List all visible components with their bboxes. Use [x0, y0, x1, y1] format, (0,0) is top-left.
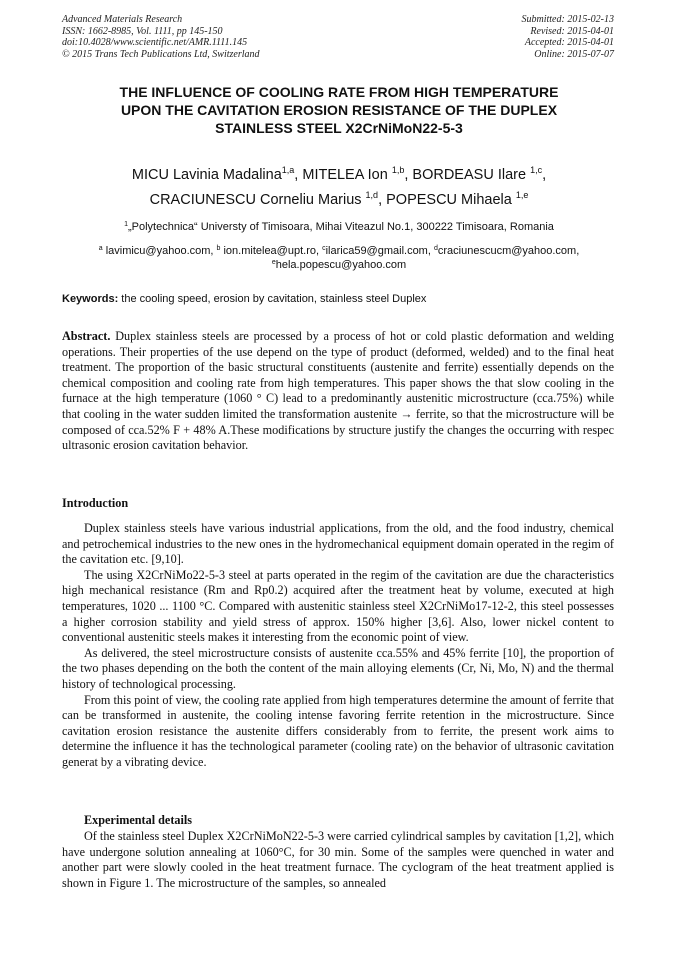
author-name: CRACIUNESCU Corneliu Marius — [149, 192, 366, 208]
paper-title — [62, 83, 616, 137]
email-sup: a — [98, 245, 103, 252]
author-line — [62, 188, 616, 213]
section-heading-experimental: Experimental details — [84, 813, 192, 827]
submitted-date: Submitted: 2015-02-13 — [521, 14, 614, 25]
author-sep: , — [378, 192, 387, 208]
author-affil-sup: 1,e — [515, 190, 529, 200]
title-line: STAINLESS STEEL X2CrNiMoN22-5-3 — [215, 120, 463, 136]
author-affil-sup: 1,c — [530, 165, 543, 175]
author-name: MICU Lavinia Madalina — [131, 167, 282, 183]
keywords — [62, 292, 616, 306]
author-sep: , — [404, 167, 413, 183]
author-name: POPESCU Mihaela — [386, 192, 516, 208]
author-name: BORDEASU Ilare — [412, 167, 531, 183]
email-line — [62, 244, 616, 258]
keywords-label: Keywords: — [62, 293, 119, 305]
email-sup: d — [433, 245, 438, 252]
online-date: Online: 2015-07-07 — [534, 48, 614, 60]
author-affil-sup: 1,b — [391, 165, 405, 175]
email-sup: e — [271, 259, 276, 266]
author-sep: , — [294, 167, 303, 183]
affiliation-sup: 1 — [124, 221, 128, 228]
email-link[interactable]: ion.mitelea@upt.ro, — [220, 245, 323, 257]
paragraph: Of the stainless steel Duplex X2CrNiMoN22-5-3 were carried cylindrical samples by cavitation [1,2], which have undergone solution annealing at 1060°C, for 30 min. Some of the samples were quenched in water and another part were slowly cooled in the heat treatment furnace. The cyclogram of the heat treatment applied is shown in Figure 1. The microstructure of the samples, so annealed — [62, 829, 614, 890]
author-line — [62, 163, 616, 188]
affiliation-text: „Polytechnica“ Universty of Timisoara, Mihai Viteazul No.1, 300222 Timisoara, Romania — [127, 221, 554, 233]
email-link[interactable]: lavimicu@yahoo.com, — [102, 245, 217, 257]
title-line: THE INFLUENCE OF COOLING RATE FROM HIGH TEMPERATURE — [119, 84, 559, 100]
email-link[interactable]: ilarica59@gmail.com, — [325, 245, 434, 257]
experimental-section — [62, 829, 614, 891]
author-affil-sup: 1,d — [365, 190, 379, 200]
abstract — [62, 329, 614, 454]
introduction-section — [62, 521, 614, 771]
issn-line: ISSN: 1662-8985, Vol. 1111, pp 145-150 — [62, 25, 223, 37]
author-list — [62, 163, 616, 213]
email-line — [62, 258, 616, 272]
author-emails — [62, 244, 616, 272]
author-sep: , — [542, 167, 547, 183]
paragraph: Duplex stainless steels have various industrial applications, from the old, and the food industry, chemical and petrochemical industries to the new ones in the hydromechanical equipment domain operated in the regim of the cavitation etc. [9,10]. — [62, 521, 614, 567]
paragraph: From this point of view, the cooling rate applied from high temperatures determine the amount of ferrite that can be transformed in austenite, the cooling intense favoring ferrite retention in the microstructure. Since cavitation erosion resistance the austenite differs considerably from to ferrite, the present work aims to determine the influence it has the technological parameter (cooling rate) on the behavior of ultrasonic cavitation generat by a vibrating device. — [62, 692, 614, 769]
section-heading-introduction: Introduction — [62, 496, 129, 510]
accepted-date: Accepted: 2015-04-01 — [524, 37, 614, 48]
paragraph: The using X2CrNiMo22-5-3 steel at parts operated in the regim of the cavitation are due the characteristics high mechanical resistance (Rm and Rp0.2) acquired after the treatment heat by volume, executed at high temperatures, 1020 ... 1100 °C. Compared with austenitic stainless steel X2CrNiMo17-12-2, this steel possesses a higher corrosion stability and yield stress of approx. 150% higher [3,6]. Also, lower nickel content to conventional austenitic steels makes it interesting from the economic point of view. — [62, 567, 614, 645]
author-affil-sup: 1,a — [281, 165, 295, 175]
email-link[interactable]: hela.popescu@yahoo.com — [275, 259, 407, 271]
title-line: UPON THE CAVITATION EROSION RESISTANCE OF THE DUPLEX — [120, 102, 558, 118]
dates-header — [522, 14, 615, 60]
abstract-text: Duplex stainless steels are processed by a process of hot or cold plastic deformation and welding operations. Their properties of the use depend on the type of product (deformed, welded) and to the final heat treatment. The proportion of the basic structural constituents (austenite and ferrite) essentially depends on the chemical composition and cooling rate from high temperatures. This paper shows the that slow cooling in the furnace at the high temperature (1060 ° C) lead to a predominantly austenitic microstructure (cca.75%) while that cooling in the water sudden limited the transformation austenite → ferrite, so that the microstructure will be composed of cca.52% F + 48% A.These modifications by structure justify the changes the occurring with respec ultrasonic erosion cavitation behavior. — [62, 329, 614, 453]
email-sup: c — [322, 245, 326, 252]
email-sup: b — [216, 245, 221, 252]
keywords-text: the cooling speed, erosion by cavitation, stainless steel Duplex — [118, 293, 427, 305]
journal-name: Advanced Materials Research — [62, 14, 183, 25]
paragraph: As delivered, the steel microstructure consists of austenite cca.55% and 45% ferrite [10], the proportion of the two phases depending on the both the content of the main alloying elements (Cr, Ni, Mo, N) and the thermal history of technological processing. — [62, 645, 614, 691]
copyright-line: © 2015 Trans Tech Publications Ltd, Switzerland — [62, 48, 260, 60]
author-name: MITELEA Ion — [302, 167, 392, 183]
revised-date: Revised: 2015-04-01 — [530, 25, 614, 37]
doi-line: doi:10.4028/www.scientific.net/AMR.1111.145 — [62, 37, 248, 48]
abstract-label: Abstract. — [62, 329, 111, 343]
affiliation — [62, 220, 616, 235]
journal-header — [62, 14, 260, 60]
email-link[interactable]: craciunescucm@yahoo.com, — [437, 245, 580, 257]
